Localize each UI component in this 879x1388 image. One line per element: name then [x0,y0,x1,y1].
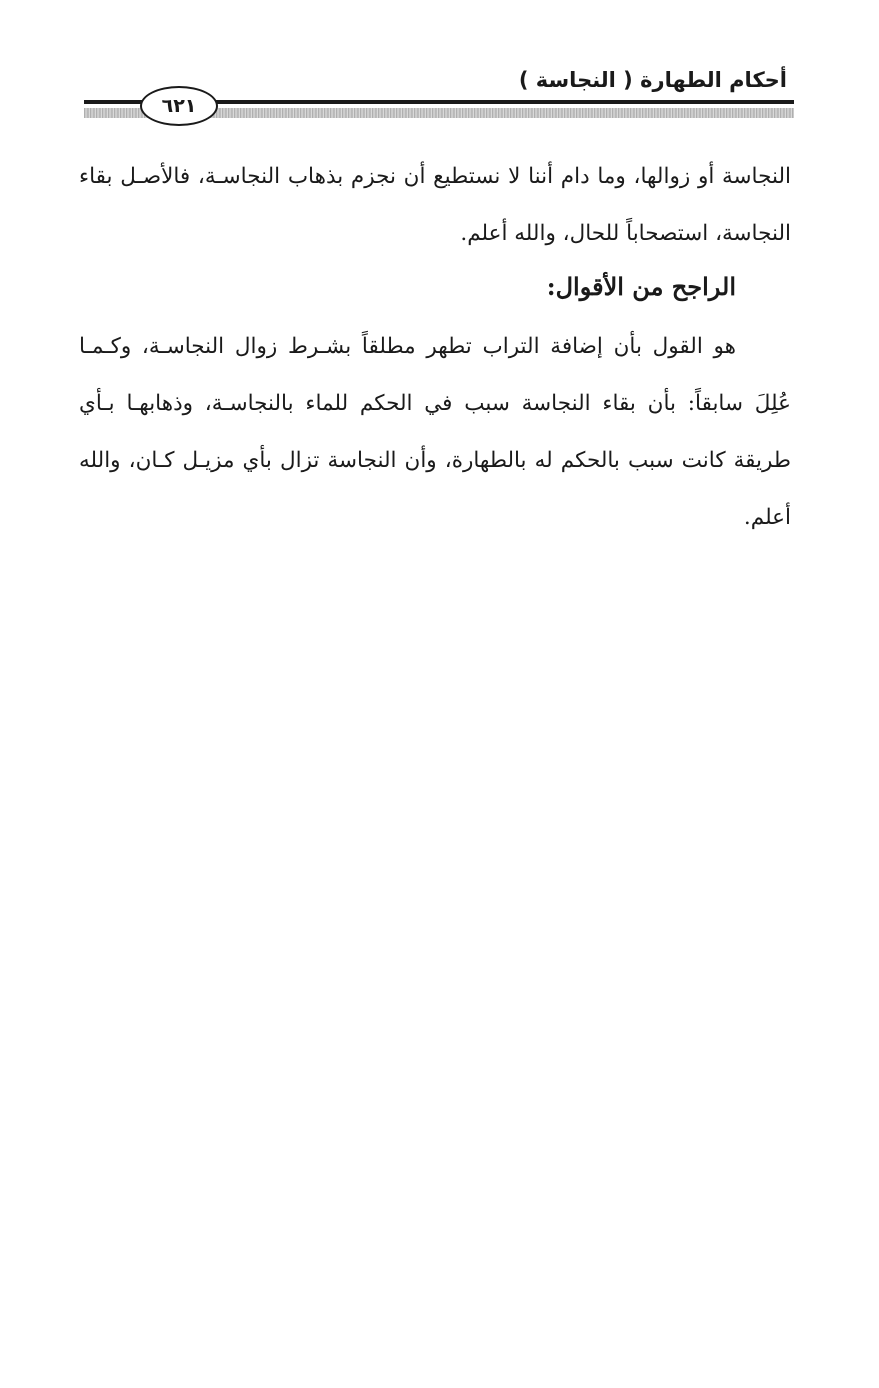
running-title: أحكام الطهارة ( النجاسة ) [518,68,787,92]
paragraph-1: النجاسة أو زوالها، وما دام أننا لا نستطيع أن نجزم بذهاب النجاسـة، فالأصـل بقاء النجاسة، استصحاباً للحال، والله أعلم. [79,164,791,246]
paragraph-2: هو القول بأن إضافة التراب تطهر مطلقاً بشـرط زوال النجاسـة، وكـمـا عُلِلَ سابقاً: بأن بقاء النجاسة سبب في الحكم للماء بالنجاسـة، وذهابهـا بـأي طريقة كانت سبب بالحكم له بالطهارة، وأن النجاسة تزال بأي مزيـل كـان، والله أعلم. [79,334,791,530]
section-heading: الراجح من الأقوال: [546,272,736,301]
page-number: ٦٢١ [161,95,197,117]
page-number-oval [140,86,218,126]
